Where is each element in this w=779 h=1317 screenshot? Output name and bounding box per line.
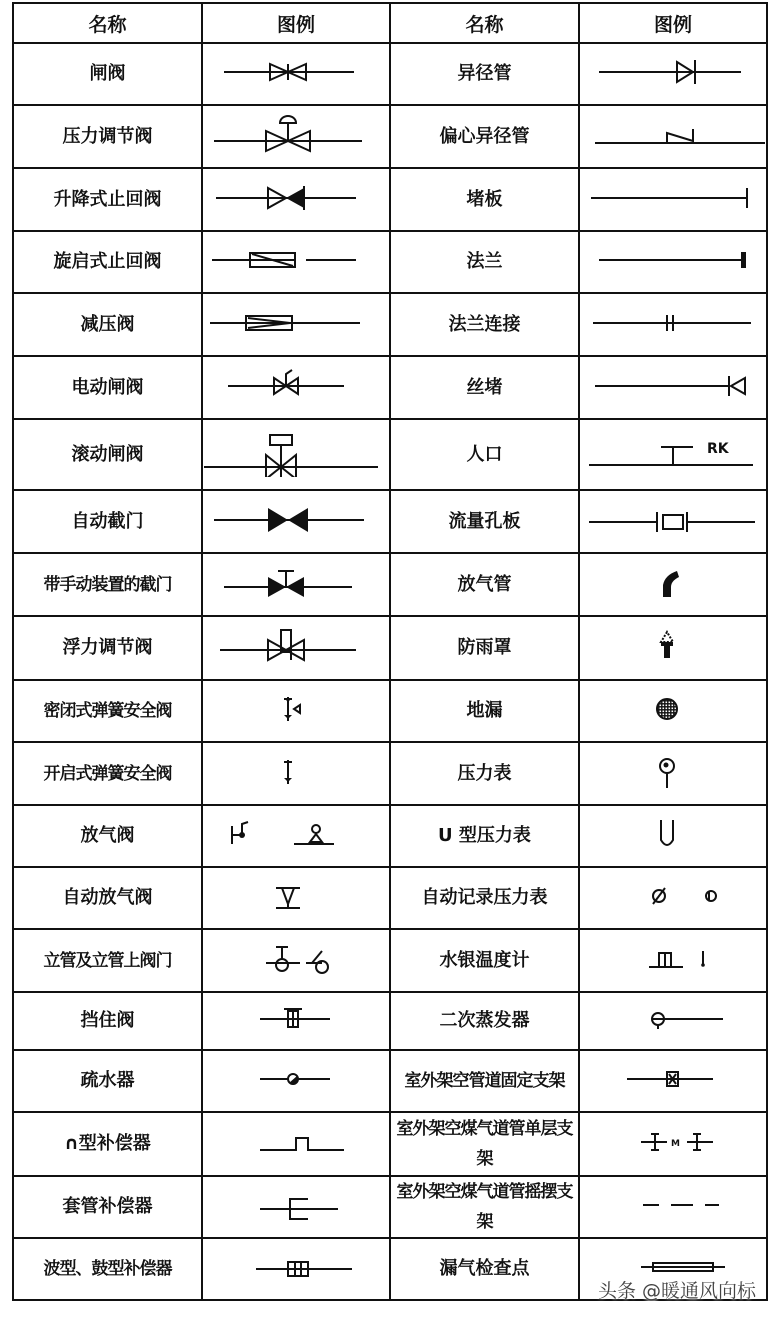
header-name-right: 名称 [390, 3, 579, 43]
symbol-name: 旋启式止回阀 [13, 231, 202, 293]
symbol-name: 放气阀 [13, 805, 202, 867]
flange-connection-icon [581, 303, 765, 347]
vent-pipe-icon [581, 563, 765, 607]
svg-text:M: M [671, 1139, 680, 1149]
symbol-cell [202, 1112, 390, 1176]
symbol-name: 压力表 [390, 742, 579, 805]
vent-valve-icon [204, 814, 388, 858]
manhole-icon [581, 433, 765, 477]
symbol-name: 防雨罩 [390, 616, 579, 680]
symbol-cell [202, 805, 390, 867]
symbol-cell [202, 168, 390, 231]
table-row [13, 680, 767, 742]
secondary-evaporator-icon [581, 999, 765, 1043]
recording-pressure-gauge-icon [581, 876, 765, 920]
symbol-cell [579, 43, 767, 105]
symbol-cell [202, 867, 390, 929]
symbol-name: ∩型补偿器 [13, 1112, 202, 1176]
table-row [13, 867, 767, 929]
symbol-name: 二次蒸发器 [390, 992, 579, 1050]
watermark: 头条 @暖通风向标 [598, 1280, 757, 1302]
steam-trap-icon [204, 1059, 388, 1103]
swing-support-icon [581, 1185, 765, 1229]
symbol-name: 挡住阀 [13, 992, 202, 1050]
symbol-cell [579, 1112, 767, 1176]
symbol-cell [202, 293, 390, 356]
symbol-cell [202, 356, 390, 419]
open-spring-safety-valve-icon [204, 752, 388, 796]
symbol-name: 偏心异径管 [390, 105, 579, 168]
symbol-cell [202, 43, 390, 105]
table-row [13, 43, 767, 105]
u-tube-manometer-icon [581, 814, 765, 858]
fixed-support-icon [581, 1059, 765, 1103]
symbol-name: 闸阀 [13, 43, 202, 105]
symbol-cell [202, 929, 390, 992]
table-row [13, 616, 767, 680]
symbol-cell [202, 680, 390, 742]
table-row [13, 490, 767, 553]
table-row [13, 805, 767, 867]
symbol-name: 密闭式弹簧安全阀 [13, 680, 202, 742]
symbol-name: 漏气检查点 [390, 1238, 579, 1300]
symbol-cell [579, 992, 767, 1050]
electric-gate-valve-icon [204, 366, 388, 410]
symbol-name: 放气管 [390, 553, 579, 616]
swing-check-valve-icon [204, 240, 388, 284]
symbol-name: 水银温度计 [390, 929, 579, 992]
closed-spring-safety-valve-icon [204, 689, 388, 733]
symbol-cell [202, 1176, 390, 1238]
symbol-name: 法兰连接 [390, 293, 579, 356]
symbol-name: 自动放气阀 [13, 867, 202, 929]
symbol-name: 滚动闸阀 [13, 419, 202, 490]
symbol-cell [202, 105, 390, 168]
symbol-cell [202, 1238, 390, 1300]
rain-cap-icon [581, 626, 765, 670]
symbol-name: 减压阀 [13, 293, 202, 356]
header-name-left: 名称 [13, 3, 202, 43]
symbol-cell [579, 419, 767, 490]
symbol-cell [579, 929, 767, 992]
floor-drain-icon [581, 689, 765, 733]
symbol-name: 套管补偿器 [13, 1176, 202, 1238]
sleeve-compensator-icon [204, 1185, 388, 1229]
automatic-stop-valve-icon [204, 500, 388, 544]
symbol-cell [579, 105, 767, 168]
symbol-name: 室外架空管道固定支架 [390, 1050, 579, 1112]
symbol-cell [579, 1176, 767, 1238]
symbol-cell [202, 992, 390, 1050]
pressure-regulating-valve-icon [204, 115, 388, 159]
blind-plate-icon [581, 178, 765, 222]
symbol-cell [202, 1050, 390, 1112]
table-row [13, 231, 767, 293]
float-regulating-valve-icon [204, 626, 388, 670]
symbol-legend-table [12, 2, 768, 1301]
flange-icon [581, 240, 765, 284]
table-row [13, 553, 767, 616]
riser-valve-icon [204, 939, 388, 983]
symbol-name: 丝堵 [390, 356, 579, 419]
symbol-name: 浮力调节阀 [13, 616, 202, 680]
automatic-air-vent-icon [204, 876, 388, 920]
table-row [13, 168, 767, 231]
symbol-cell [579, 231, 767, 293]
bellows-compensator-icon [204, 1247, 388, 1291]
symbol-name: 立管及立管上阀门 [13, 929, 202, 992]
eccentric-reducer-icon [581, 115, 765, 159]
symbol-name: 压力调节阀 [13, 105, 202, 168]
symbol-name: 流量孔板 [390, 490, 579, 553]
table-row [13, 293, 767, 356]
pressure-gauge-icon [581, 752, 765, 796]
single-layer-support-icon [581, 1122, 765, 1166]
header-row [13, 3, 767, 43]
manual-stop-valve-icon [204, 563, 388, 607]
plug-icon [581, 366, 765, 410]
symbol-cell [202, 742, 390, 805]
symbol-name: 自动记录压力表 [390, 867, 579, 929]
flow-orifice-plate-icon [581, 500, 765, 544]
table-row [13, 105, 767, 168]
symbol-name: 人口 [390, 419, 579, 490]
symbol-cell [579, 356, 767, 419]
table-row [13, 419, 767, 490]
table-row [13, 1176, 767, 1238]
symbol-cell [579, 680, 767, 742]
symbol-cell [579, 553, 767, 616]
stop-valve-icon [204, 999, 388, 1043]
symbol-name: 堵板 [390, 168, 579, 231]
symbol-cell [579, 867, 767, 929]
table-row [13, 992, 767, 1050]
svg-text:RK: RK [707, 440, 729, 457]
symbol-cell [579, 1050, 767, 1112]
symbol-name: 自动截门 [13, 490, 202, 553]
symbol-name: 波型、鼓型补偿器 [13, 1238, 202, 1300]
omega-expansion-joint-icon [204, 1122, 388, 1166]
symbol-cell [202, 616, 390, 680]
header-symbol-left: 图例 [202, 3, 390, 43]
header-symbol-right: 图例 [579, 3, 767, 43]
symbol-name: 带手动装置的截门 [13, 553, 202, 616]
symbol-name: 开启式弹簧安全阀 [13, 742, 202, 805]
symbol-cell [579, 742, 767, 805]
table-row [13, 356, 767, 419]
symbol-cell [202, 490, 390, 553]
symbol-name: 异径管 [390, 43, 579, 105]
table-row [13, 742, 767, 805]
symbol-cell [202, 419, 390, 490]
reducer-icon [581, 52, 765, 96]
mercury-thermometer-icon [581, 939, 765, 983]
symbol-name: 电动闸阀 [13, 356, 202, 419]
symbol-name: 地漏 [390, 680, 579, 742]
symbol-name: 室外架空煤气道管单层支架 [390, 1112, 579, 1176]
pressure-reducing-valve-icon [204, 303, 388, 347]
symbol-name: 升降式止回阀 [13, 168, 202, 231]
symbol-cell [579, 805, 767, 867]
lift-check-valve-icon [204, 178, 388, 222]
symbol-cell [202, 553, 390, 616]
symbol-name: 疏水器 [13, 1050, 202, 1112]
table-row [13, 1050, 767, 1112]
gate-valve-icon [204, 52, 388, 96]
symbol-cell [579, 616, 767, 680]
symbol-name: 室外架空煤气道管摇摆支架 [390, 1176, 579, 1238]
symbol-cell [202, 231, 390, 293]
symbol-name: 法兰 [390, 231, 579, 293]
symbol-name: U 型压力表 [390, 805, 579, 867]
table-row [13, 1112, 767, 1176]
symbol-cell [579, 168, 767, 231]
table-row [13, 929, 767, 992]
symbol-cell [579, 293, 767, 356]
symbol-cell [579, 490, 767, 553]
rolling-gate-valve-icon [204, 433, 388, 477]
